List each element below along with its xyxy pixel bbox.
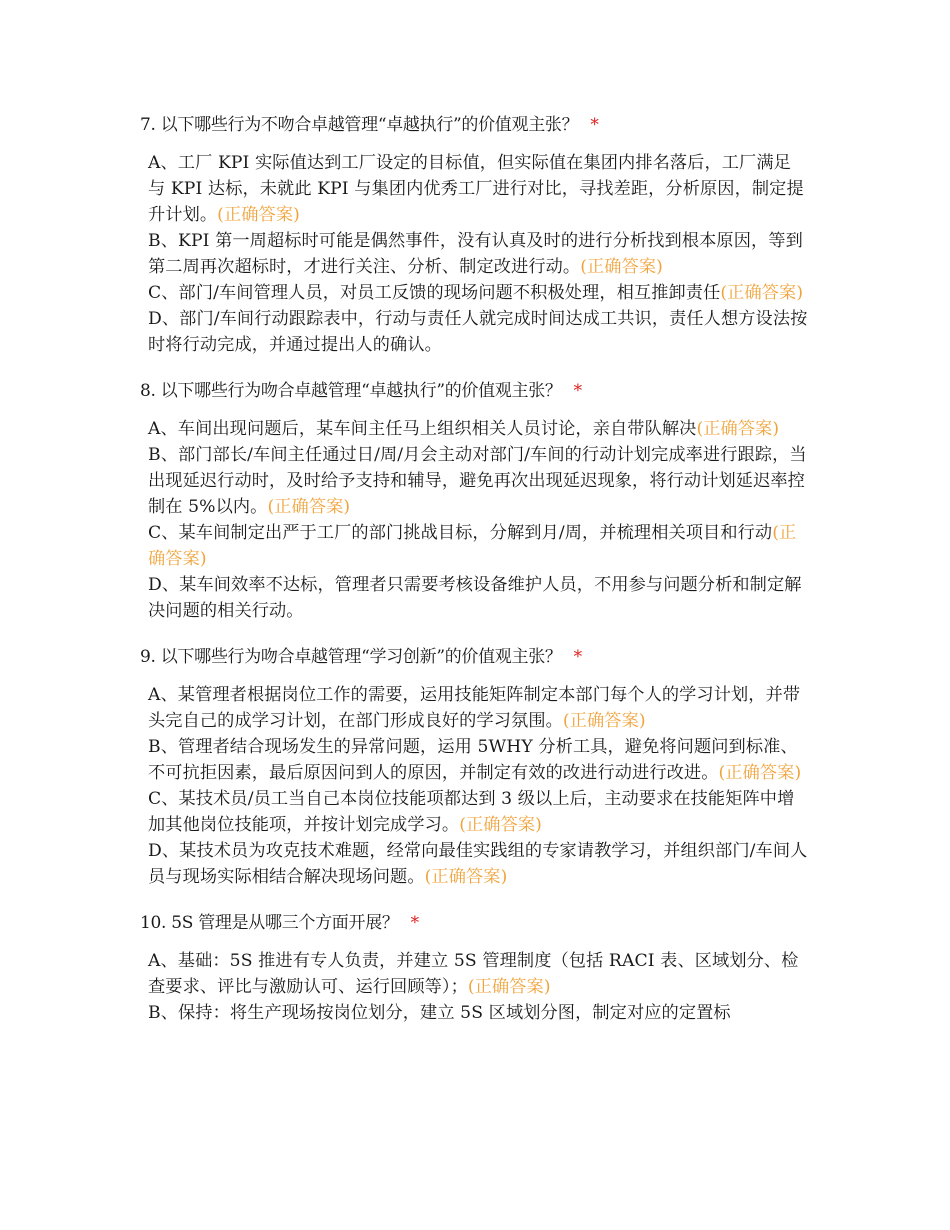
option-text: D、部门/车间行动跟踪表中，行动与责任人就完成时间达成工共识，责任人想方设法按时将行动完成，并通过提出人的确认。 bbox=[148, 309, 808, 355]
question-title bbox=[140, 378, 810, 404]
option-text: D、某车间效率不达标，管理者只需要考核设备维护人员，不用参与问题分析和制定解决问题的相关行动。 bbox=[148, 575, 802, 621]
question-text: 9. 以下哪些行为吻合卓越管理“学习创新”的价值观主张？ bbox=[140, 647, 562, 667]
question-list bbox=[140, 112, 810, 1046]
option bbox=[148, 572, 808, 624]
option bbox=[148, 682, 808, 734]
option-text: A、工厂 KPI 实际值达到工厂设定的目标值，但实际值在集团内排名落后，工厂满足与 KPI 达标，未就此 KPI 与集团内优秀工厂进行对比，寻找差距，分析原因，制定提升计划。 bbox=[148, 153, 804, 225]
question-title bbox=[140, 112, 810, 138]
correct-answer-label: (正确答案) bbox=[718, 763, 802, 783]
required-asterisk: * bbox=[410, 913, 419, 933]
required-asterisk: * bbox=[590, 115, 599, 135]
question bbox=[140, 910, 810, 1026]
option-text: A、某管理者根据岗位工作的需要，运用技能矩阵制定本部门每个人的学习计划，并带头完自己的成学习计划，在部门形成良好的学习氛围。 bbox=[148, 685, 801, 731]
option bbox=[148, 442, 808, 520]
correct-answer-label: (正确答案) bbox=[720, 283, 804, 303]
correct-answer-label: (正确答案) bbox=[148, 523, 797, 569]
option-text: C、部门/车间管理人员，对员工反馈的现场问题不积极处理，相互推卸责任 bbox=[148, 283, 721, 303]
required-asterisk: * bbox=[573, 381, 582, 401]
correct-answer-label: (正确答案) bbox=[217, 205, 300, 225]
option-text: C、某技术员/员工当自己本岗位技能项都达到 3 级以上后，主动要求在技能矩阵中增加其他岗位技能项，并按计划完成学习。 bbox=[148, 789, 795, 835]
question bbox=[140, 112, 810, 358]
correct-answer-label: (正确答案) bbox=[459, 815, 542, 835]
option bbox=[148, 280, 808, 306]
correct-answer-label: (正确答案) bbox=[562, 711, 646, 731]
option bbox=[148, 228, 808, 280]
required-asterisk: * bbox=[573, 647, 582, 667]
option-text: A、基础：5S 推进有专人负责，并建立 5S 管理制度（包括 RACI 表、区域划分、检查要求、评比与激励认可、运行回顾等）； bbox=[148, 951, 799, 997]
correct-answer-label: (正确答案) bbox=[696, 419, 780, 439]
question-text: 7. 以下哪些行为不吻合卓越管理“卓越执行”的价值观主张？ bbox=[140, 115, 579, 135]
option bbox=[148, 1000, 808, 1026]
option-text: B、保持：将生产现场按岗位划分，建立 5S 区域划分图，制定对应的定置标 bbox=[148, 1003, 731, 1023]
question-title bbox=[140, 644, 810, 670]
question-text: 8. 以下哪些行为吻合卓越管理“卓越执行”的价值观主张？ bbox=[140, 381, 562, 401]
options bbox=[140, 416, 808, 624]
option bbox=[148, 948, 808, 1000]
option-text: B、KPI 第一周超标时可能是偶然事件，没有认真及时的进行分析找到根本原因，等到第二周再次超标时，才进行关注、分析、制定改进行动。 bbox=[148, 231, 803, 277]
option bbox=[148, 786, 808, 838]
options bbox=[140, 150, 808, 358]
options bbox=[140, 682, 808, 890]
option bbox=[148, 150, 808, 228]
option bbox=[148, 306, 808, 358]
option-text: B、部门部长/车间主任通过日/周/月会主动对部门/车间的行动计划完成率进行跟踪，当出现延迟行动时，及时给予支持和辅导，避免再次出现延迟现象，将行动计划延迟率控制在 5%以内。 bbox=[148, 445, 807, 517]
options bbox=[140, 948, 808, 1026]
correct-answer-label: (正确答案) bbox=[267, 497, 351, 517]
question-title bbox=[140, 910, 810, 936]
option-text: C、某车间制定出严于工厂的部门挑战目标，分解到月/周，并梳理相关项目和行动 bbox=[148, 523, 773, 543]
question-text: 10. 5S 管理是从哪三个方面开展？ bbox=[140, 913, 399, 933]
question bbox=[140, 378, 810, 624]
correct-answer-label: (正确答案) bbox=[467, 977, 551, 997]
correct-answer-label: (正确答案) bbox=[580, 257, 663, 277]
question bbox=[140, 644, 810, 890]
option-text: D、某技术员为攻克技术难题，经常向最佳实践组的专家请教学习，并组织部门/车间人员与现场实际相结合解决现场问题。 bbox=[148, 841, 808, 887]
option bbox=[148, 416, 808, 442]
option-text: A、车间出现问题后，某车间主任马上组织相关人员讨论，亲自带队解决 bbox=[148, 419, 697, 439]
option bbox=[148, 520, 808, 572]
option-text: B、管理者结合现场发生的异常问题，运用 5WHY 分析工具，避免将问题问到标准、不可抗拒因素，最后原因问到人的原因，并制定有效的改进行动进行改进。 bbox=[148, 737, 798, 783]
option bbox=[148, 838, 808, 890]
correct-answer-label: (正确答案) bbox=[424, 867, 508, 887]
option bbox=[148, 734, 808, 786]
